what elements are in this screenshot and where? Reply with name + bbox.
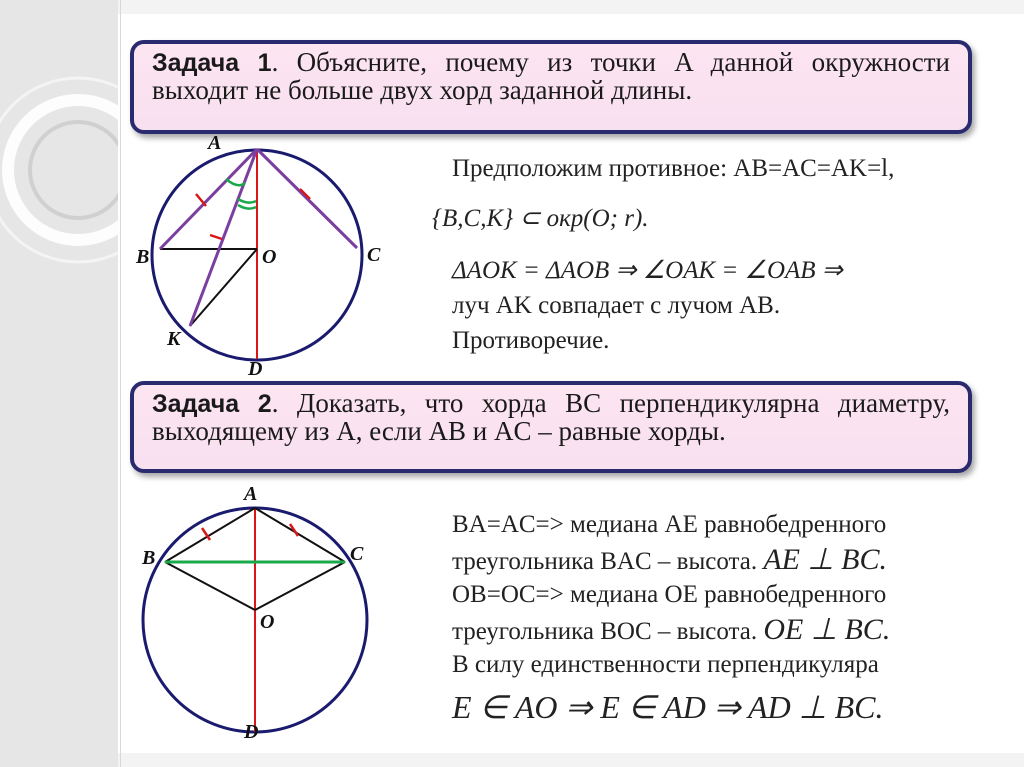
fig2-label-c: C — [350, 543, 364, 565]
fig2-label-b: B — [142, 547, 156, 569]
task1-box — [130, 40, 972, 134]
solution2-line1: BA=AC=> медиана AE равнобедренного — [452, 511, 887, 538]
solution2-line4-text: треугольника BOC – высота. — [452, 618, 758, 645]
top-stripe — [0, 0, 1024, 14]
task1-text: . Объясните, почему из точки A данной окружности выходит не больше двух хорд заданной длины. — [152, 47, 950, 105]
fig1-label-b: B — [136, 246, 150, 268]
solution2-line4 — [452, 613, 890, 649]
solution2-line6: E ∈ AO ⇒ E ∈ AD ⇒ AD ⊥ BC. — [452, 689, 884, 725]
solution1-line1: Предположим противное: AB=AC=AK=l, — [452, 155, 895, 182]
solution1-line5: Противоречие. — [452, 327, 610, 354]
solution1-line4: луч AK совпадает с лучом AB. — [452, 292, 781, 319]
bottom-stripe — [0, 753, 1024, 767]
decorative-rings — [0, 0, 118, 767]
fig2-label-o: O — [260, 611, 275, 633]
solution1-line3: ΔAOK = ΔAOB ⇒ ∠OAK = ∠OAB ⇒ — [452, 257, 843, 284]
solution2-line2 — [452, 543, 887, 579]
divider-line — [120, 0, 121, 767]
fig1-label-a: A — [208, 135, 222, 154]
fig1-label-d: D — [248, 358, 263, 380]
fig2-label-d: D — [244, 721, 259, 743]
solution2-line4-formula: OE ⊥ BC. — [763, 613, 891, 646]
figure1-diagram — [130, 135, 390, 380]
solution2-line2-formula: AE ⊥ BC. — [763, 543, 887, 576]
figure2-diagram — [138, 480, 378, 745]
fig2-label-a: A — [244, 483, 258, 505]
fig1-label-c: C — [367, 244, 381, 266]
solution2-line5: В силу единственности перпендикуляра — [452, 651, 879, 678]
task1-label: Задача 1 — [152, 49, 272, 77]
task2-box — [130, 381, 972, 473]
solution1-line2: {B,C,K} ⊂ окр(O; r). — [432, 205, 649, 232]
fig1-label-k: K — [167, 328, 181, 350]
decorative-sidebar — [0, 0, 118, 767]
solution2-line2-text: треугольника BAC – высота. — [452, 548, 758, 575]
task2-text: . Доказать, что хорда BC перпендикулярна диаметру, выходящему из A, если AB и AC – равные хорды. — [152, 388, 950, 446]
solution2-line3: OB=OC=> медиана OE равнобедренного — [452, 581, 887, 608]
task2-label: Задача 2 — [152, 390, 272, 418]
fig1-label-o: O — [262, 246, 277, 268]
